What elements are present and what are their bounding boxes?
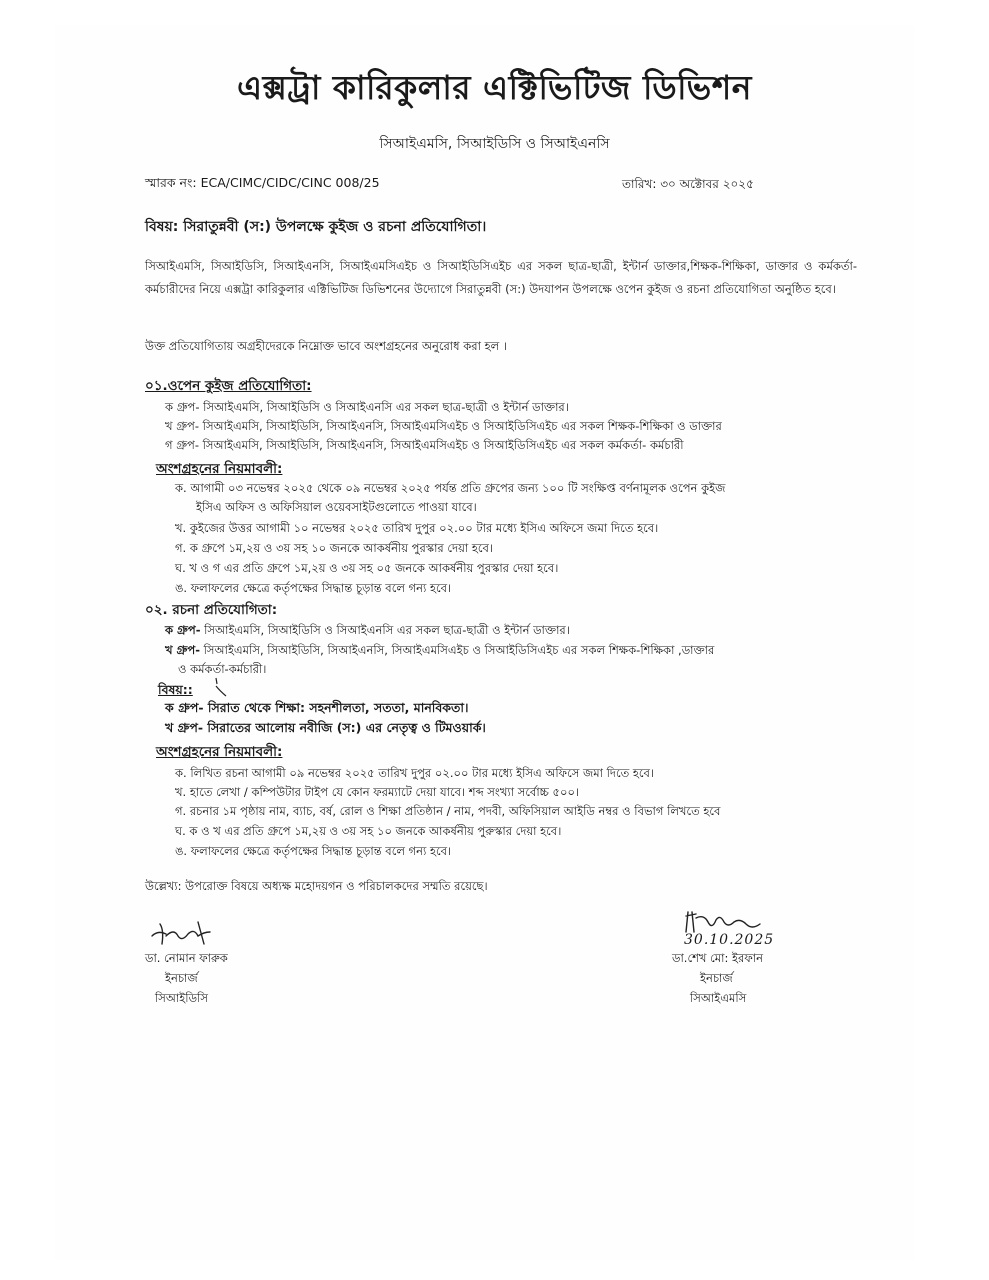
essay-group-kha-cont: ও কর্মকর্তা-কর্মচারী। bbox=[178, 662, 267, 676]
note-line: উল্লেখ্য: উপরোক্ত বিষয়ে অধ্যক্ষ মহোদয়গন ও পরিচালকদের সম্মতি রয়েছে। bbox=[145, 879, 488, 893]
essay-heading: ০২. রচনা প্রতিযোগিতা: bbox=[145, 602, 278, 618]
quiz-heading bbox=[145, 375, 312, 398]
quiz-group-ka: ক গ্রুপ- সিআইএমসি, সিআইডিসি ও সিআইএনসি এর সকল ছাত্র-ছাত্রী ও ইন্টার্ন ডাক্তার। bbox=[165, 400, 569, 414]
essay-group-ka-text: সিআইএমসি, সিআইডিসি ও সিআইএনসি এর সকল ছাত্র-ছাত্রী ও ইন্টার্ন ডাক্তার। bbox=[200, 623, 570, 637]
memo-number: স্মারক নং: ECA/CIMC/CIDC/CINC 008/25 bbox=[145, 175, 380, 190]
essay-group-kha-text: সিআইএমসি, সিআইডিসি, সিআইএনসি, সিআইএমসিএইচ ও সিআইডিসিএইচ এর সকল শিক্ষক-শিক্ষিকা ,ডাক্তার bbox=[199, 643, 715, 657]
quiz-rules-heading bbox=[156, 458, 282, 481]
quiz-group-kha: খ গ্রুপ- সিআইএমসি, সিআইডিসি, সিআইএনসি, সিআইএমসিএইচ ও সিআইডিসিএইচ এর সকল শিক্ষক-শিক্ষিকা ও ডাক্তার bbox=[165, 419, 722, 433]
essay-topic-heading-text: বিষয়:: bbox=[158, 682, 193, 697]
essay-group-kha bbox=[165, 642, 714, 661]
right-handwritten-date: 30.10.2025 bbox=[684, 932, 775, 948]
quiz-rule-ka: ক. আগামী ০৩ নভেম্বর ২০২৫ থেকে ০৯ নভেম্বর ২০২৫ পর্যন্ত প্রতি গ্রুপের জন্য ১০০ টি সংক্ষিপ্ত বর্ণনামূলক ওপেন কুইজ bbox=[175, 481, 726, 495]
essay-rule-ga: গ. রচনার ১ম পৃষ্ঠায় নাম, ব্যাচ, বর্ষ, রোল ও শিক্ষা প্রতিষ্ঠান / নাম, পদবী, অফিসিয়াল আইডি নম্বর ও বিভাগ লিখতে হবে bbox=[175, 804, 721, 818]
right-signatory-name: ডা.শেখ মো: ইরফান bbox=[672, 951, 763, 965]
intro-paragraph: সিআইএমসি, সিআইডিসি, সিআইএনসি, সিআইএমসিএইচ ও সিআইডিসিএইচ এর সকল ছাত্র-ছাত্রী, ইন্টার্ন ডাক্তার,শিক্ষক-শিক্ষিকা, ডাক্তার ও কর্মকর্তা-কর্মচারীদের নিয়ে এক্সট্রা কারিকুলার এক্টিভিটিজ ডিভিশনের উদ্যোগে সিরাতুন্নবী (স:) উদযাপন উপলক্ষে ওপেন কুইজ ও রচনা প্রতিযোগিতা অনুষ্ঠিত হবে। bbox=[145, 259, 857, 296]
left-signatory-name: ডা. নোমান ফারুক bbox=[145, 951, 228, 965]
right-signatory-role: ইনচার্জ bbox=[700, 971, 733, 985]
quiz-rule-kha: খ. কুইজের উত্তর আগামী ১০ নভেম্বর ২০২৫ তারিখ দুপুর ০২.০০ টার মধ্যে ইসিএ অফিসে জমা দিতে হবে। bbox=[175, 521, 659, 535]
left-signatory-role: ইনচার্জ bbox=[165, 971, 198, 985]
quiz-rule-umo: ঙ. ফলাফলের ক্ষেত্রে কর্তৃপক্ষের সিদ্ধান্ত চূড়ান্ত বলে গন্য হবে। bbox=[175, 581, 452, 595]
essay-rule-umo: ঙ. ফলাফলের ক্ষেত্রে কর্তৃপক্ষের সিদ্ধান্ত চূড়ান্ত বলে গন্য হবে। bbox=[175, 844, 452, 858]
left-signatory-org: সিআইডিসি bbox=[155, 991, 208, 1005]
quiz-rules-heading-text: অংশগ্রহনের নিয়মাবলী: bbox=[156, 461, 283, 477]
right-signatory-org: সিআইএমসি bbox=[690, 991, 747, 1005]
essay-group-ka-label: ক গ্রুপ- bbox=[165, 623, 201, 637]
left-signature-icon bbox=[148, 918, 220, 948]
memo-date: তারিখ: ৩০ অক্টোবর ২০২৫ bbox=[622, 177, 754, 191]
document-title: এক্সট্রা কারিকুলার এক্টিভিটিজ ডিভিশন bbox=[237, 68, 752, 107]
essay-rule-kha: খ. হাতে লেখা / কম্পিউটার টাইপ যে কোন ফরম্যাটে দেয়া যাবে। শব্দ সংখ্যা সর্বোচ্চ ৫০০। bbox=[175, 785, 580, 799]
document-subtitle: সিআইএমসি, সিআইডিসি ও সিআইএনসি bbox=[379, 136, 610, 152]
quiz-heading-text: ০১.ওপেন কুইজ প্রতিযোগিতা: bbox=[145, 378, 312, 394]
essay-rules-heading bbox=[156, 741, 282, 764]
essay-rule-gha: ঘ. ক ও খ এর প্রতি গ্রুপে ১ম,২য় ও ৩য় সহ ১০ জনকে আকর্ষনীয় পুরুস্কার দেয়া হবে। bbox=[175, 824, 562, 838]
request-line: উক্ত প্রতিযোগিতায় অগ্রহীদেরকে নিম্নোক্ত ভাবে অংশগ্রহনের অনুরোধ করা হল । bbox=[145, 339, 507, 353]
essay-rules-heading-text: অংশগ্রহনের নিয়মাবলী: bbox=[156, 744, 283, 760]
essay-rule-ka: ক. লিখিত রচনা আগামী ০৯ নভেম্বর ২০২৫ তারিখ দুপুর ০২.০০ টার মধ্যে ইসিএ অফিসে জমা দিতে হবে। bbox=[175, 766, 655, 780]
essay-topic-kha: খ গ্রুপ- সিরাতের আলোয় নবীজি (স:) এর নেতৃত্ব ও টিমওয়ার্ক। bbox=[165, 720, 486, 735]
subject-line: বিষয়: সিরাতুন্নবী (স:) উপলক্ষে কুইজ ও রচনা প্রতিযোগিতা। bbox=[145, 219, 487, 235]
quiz-rule-gha: ঘ. খ ও গ এর প্রতি গ্রুপে ১ম,২য় ও ৩য় সহ ০৫ জনকে আকর্ষনীয় পুরস্কার দেয়া হবে। bbox=[175, 561, 559, 575]
pen-stroke-mark bbox=[210, 676, 232, 698]
essay-group-kha-label: খ গ্রুপ- bbox=[165, 643, 200, 657]
quiz-rule-ga: গ. ক গ্রুপে ১ম,২য় ও ৩য় সহ ১০ জনকে আকর্ষনীয় পুরস্কার দেয়া হবে। bbox=[175, 541, 494, 555]
quiz-group-ga: গ গ্রুপ- সিআইএমসি, সিআইডিসি, সিআইএনসি, সিআইএমসিএইচ ও সিআইডিসিএইচ এর সকল কর্মকর্তা- কর্মচারী bbox=[165, 438, 684, 452]
essay-topic-ka: ক গ্রুপ- সিরাত থেকে শিক্ষা: সহনশীলতা, সততা, মানবিকতা। bbox=[165, 700, 469, 715]
quiz-rule-ka-cont: ইসিএ অফিস ও অফিসিয়াল ওয়েবসাইটগুলোতে পাওয়া যাবে। bbox=[196, 500, 477, 514]
essay-topic-heading bbox=[158, 682, 193, 702]
essay-group-ka bbox=[165, 622, 570, 641]
